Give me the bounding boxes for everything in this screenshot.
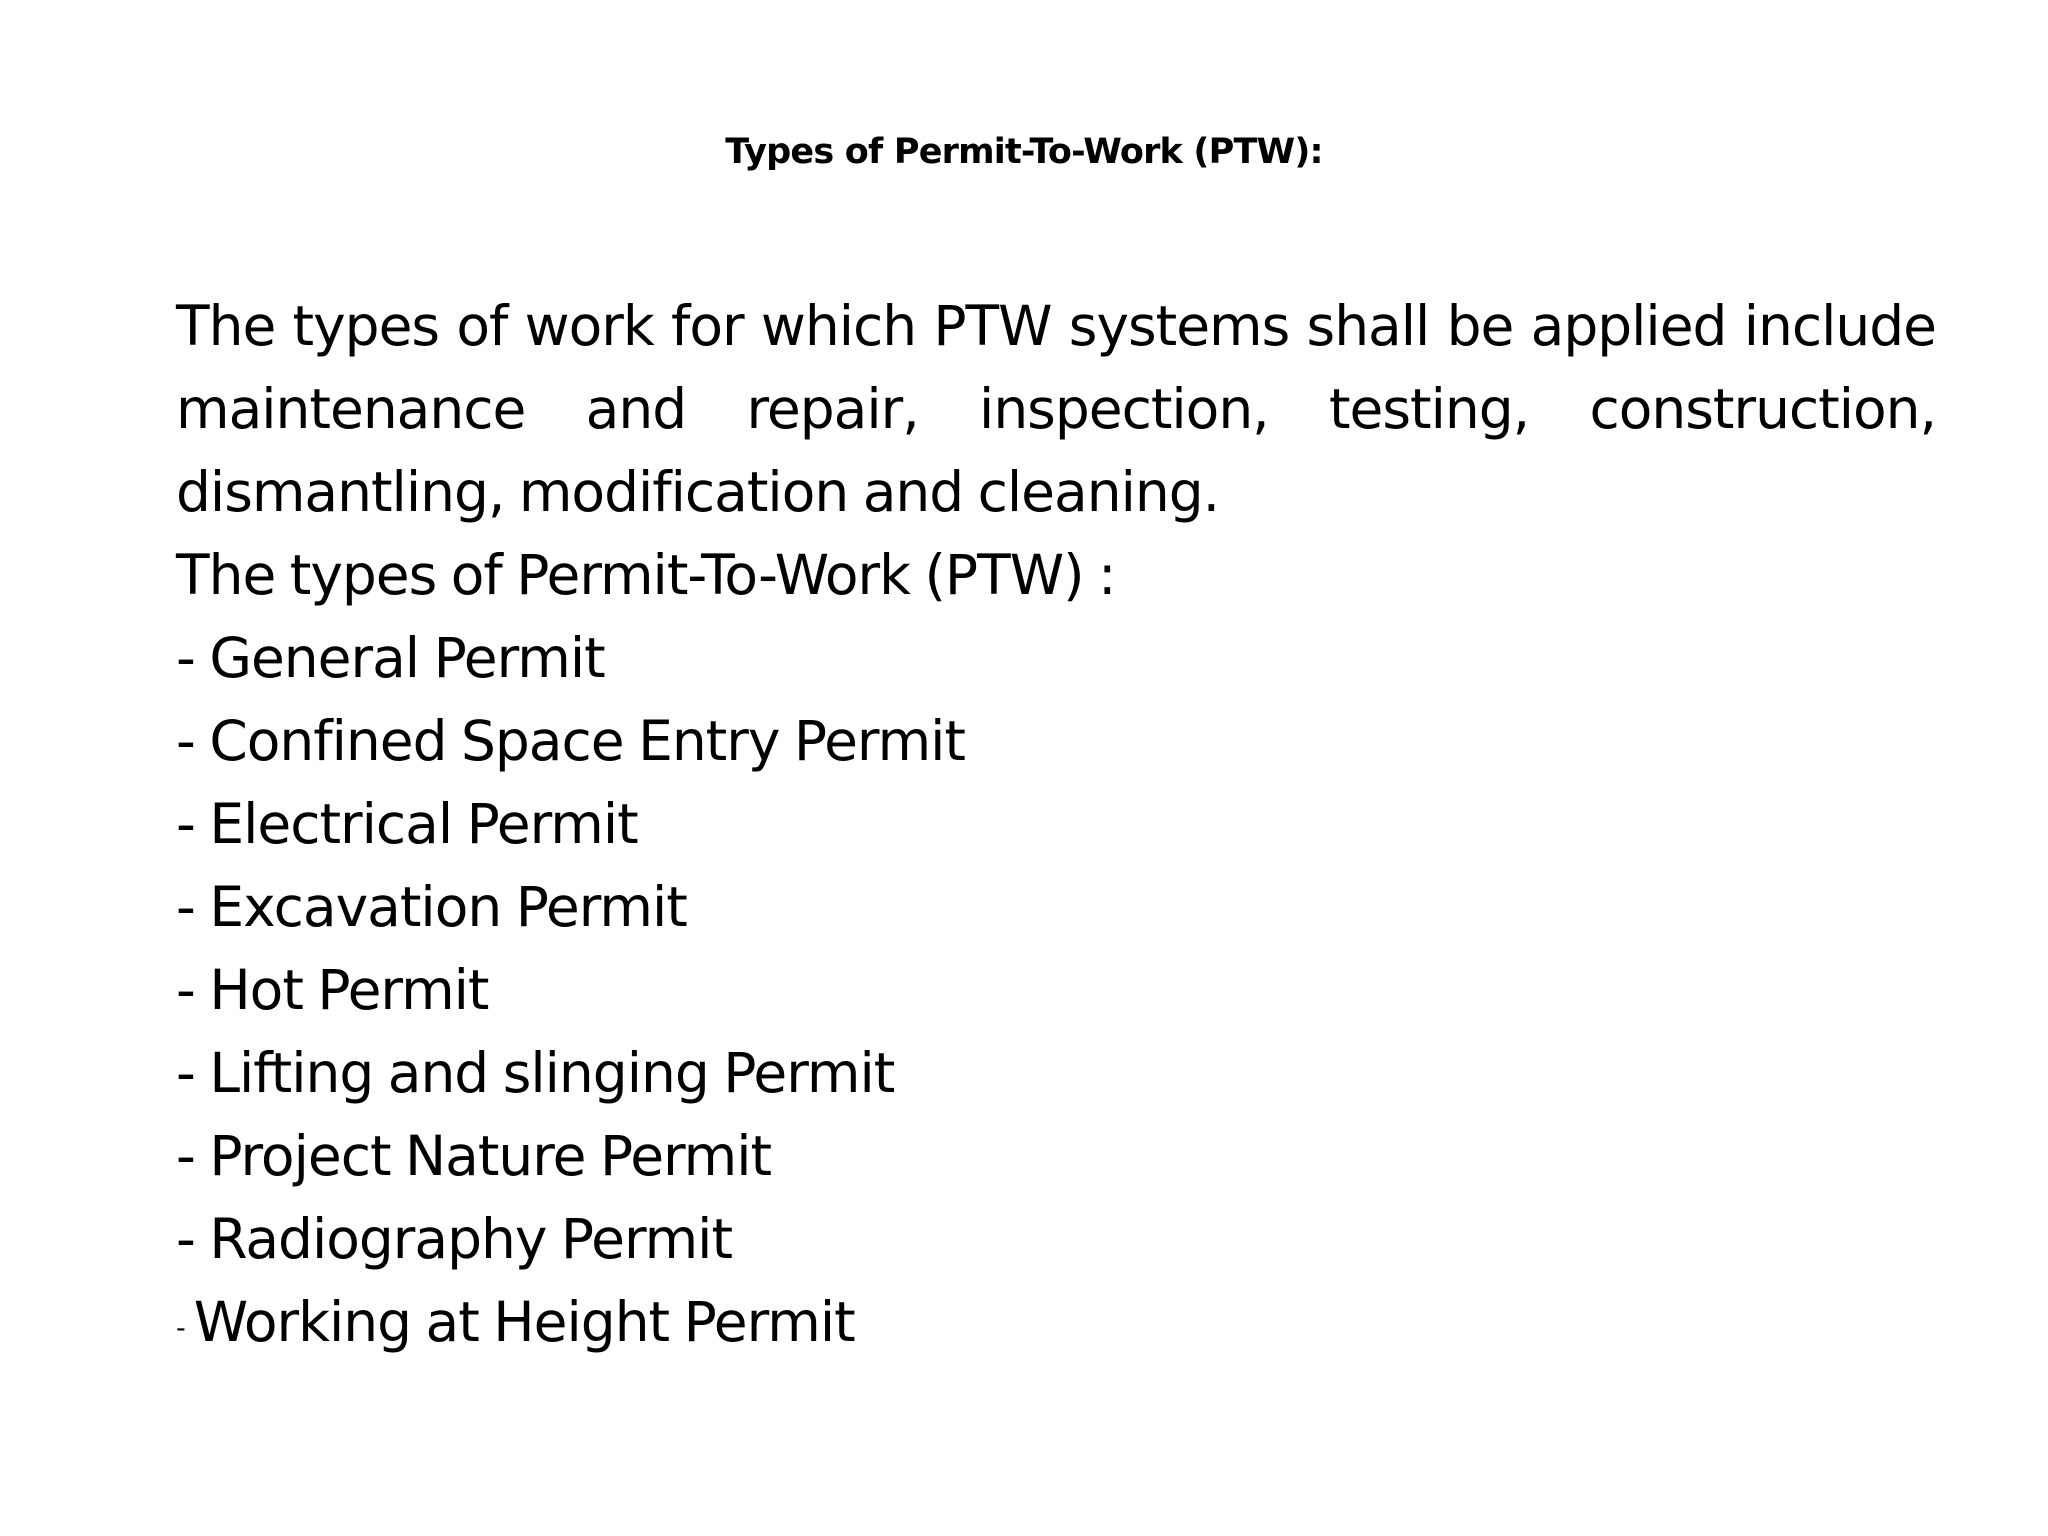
list-item: - Excavation Permit (176, 875, 687, 939)
list-item: - Radiography Permit (176, 1207, 733, 1271)
list-item: - General Permit (176, 626, 605, 690)
list-heading: The types of Permit-To-Work (PTW) : (176, 543, 1116, 607)
list-item: - Lifting and slinging Permit (176, 1041, 895, 1105)
list-item: - Confined Space Entry Permit (176, 709, 965, 773)
list-item-dash: - (176, 1313, 186, 1344)
list-item: - Hot Permit (176, 958, 489, 1022)
list-item: - Electrical Permit (176, 792, 638, 856)
list-item-last (176, 1281, 1936, 1370)
list-item: - Project Nature Permit (176, 1124, 772, 1188)
list-item-text: Working at Height Permit (193, 1290, 855, 1354)
slide-body (176, 285, 1936, 1370)
intro-paragraph: The types of work for which PTW systems shall be applied include maintenance and repair, inspection, testing, construction, dismantling, modification and cleaning. (176, 294, 1936, 524)
slide-title: Types of Permit-To-Work (PTW): (725, 132, 1323, 172)
